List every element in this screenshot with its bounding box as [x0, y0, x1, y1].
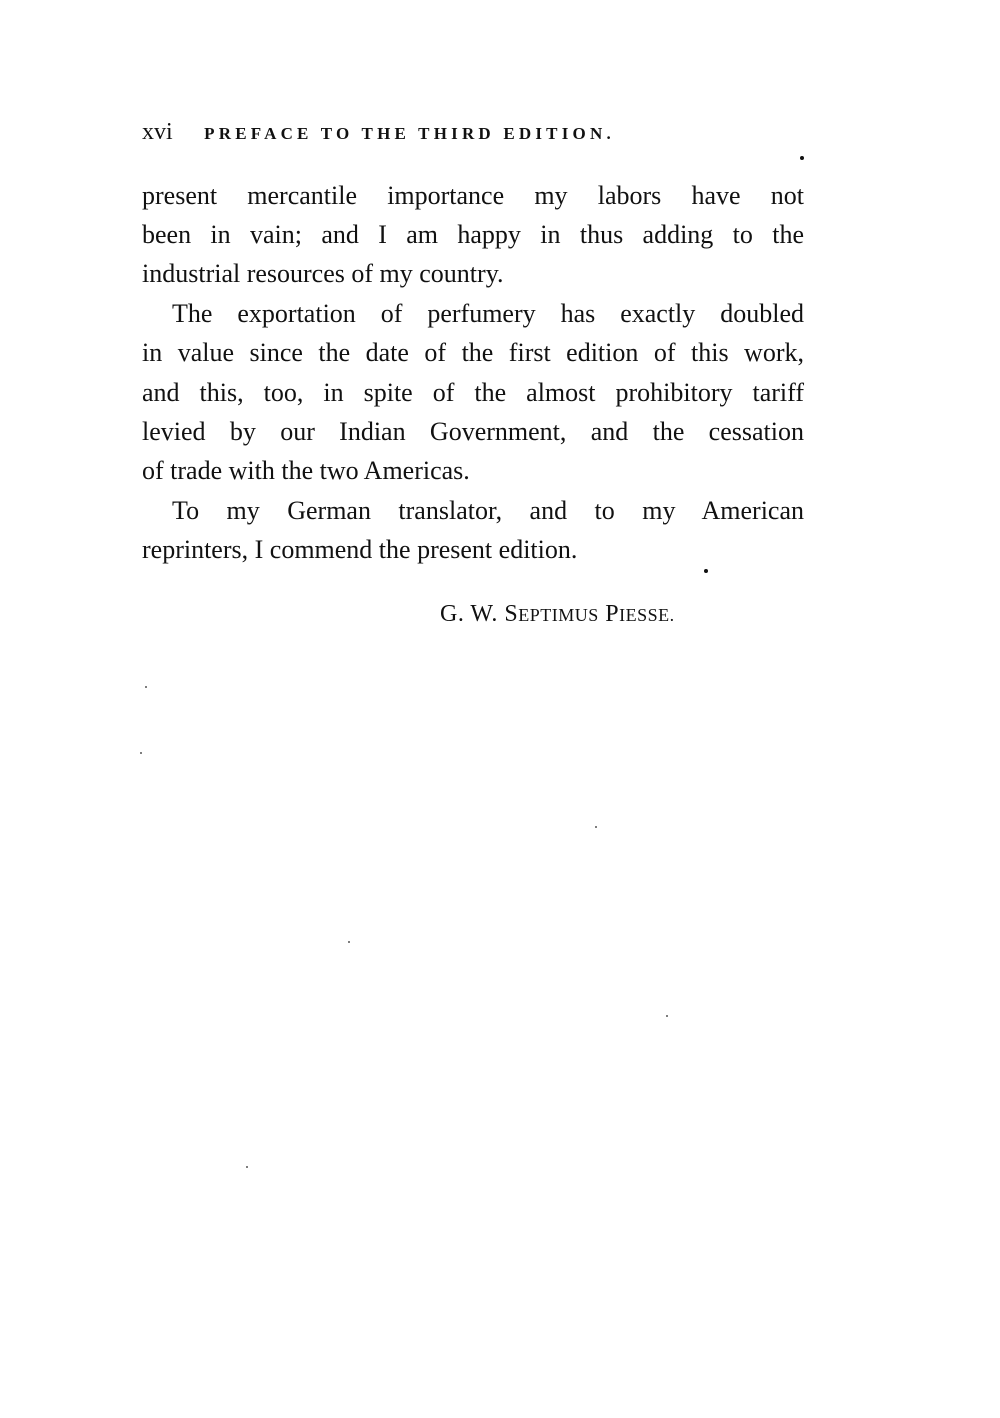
- page-number: xvi: [142, 119, 173, 145]
- signature-cap: P: [605, 601, 620, 627]
- text-line: reprinters, I commend the present edition.: [142, 535, 578, 564]
- text-line: industrial resources of my country.: [142, 259, 504, 288]
- text-line: of trade with the two Americas.: [142, 456, 470, 485]
- text-line: present mercantile importance my labors have not: [142, 181, 804, 210]
- text-line: in value since the date of the first edition of this work,: [142, 338, 804, 367]
- author-signature: [440, 594, 675, 635]
- signature-cap: S: [504, 601, 519, 627]
- signature-smallcaps: IESSE.: [619, 605, 675, 625]
- scan-speck: [348, 941, 350, 943]
- text-line: The exportation of perfumery has exactly doubled: [172, 299, 804, 328]
- scan-speck: [666, 1015, 668, 1017]
- scan-speck: [704, 569, 708, 573]
- scan-speck: [595, 826, 597, 828]
- text-line: levied by our Indian Government, and the cessation: [142, 417, 804, 446]
- scan-speck: [246, 1166, 248, 1168]
- scan-speck: [800, 156, 804, 160]
- text-line: and this, too, in spite of the almost prohibitory tariff: [142, 378, 804, 407]
- text-line: To my German translator, and to my American: [172, 496, 804, 525]
- scan-speck: [145, 686, 147, 688]
- running-head-title: PREFACE TO THE THIRD EDITION.: [204, 124, 615, 143]
- text-line: been in vain; and I am happy in thus adding to the: [142, 220, 804, 249]
- signature-initials: G. W.: [440, 601, 505, 627]
- signature-smallcaps: EPTIMUS: [518, 605, 599, 625]
- scan-speck: [140, 752, 142, 754]
- running-head: [142, 117, 742, 147]
